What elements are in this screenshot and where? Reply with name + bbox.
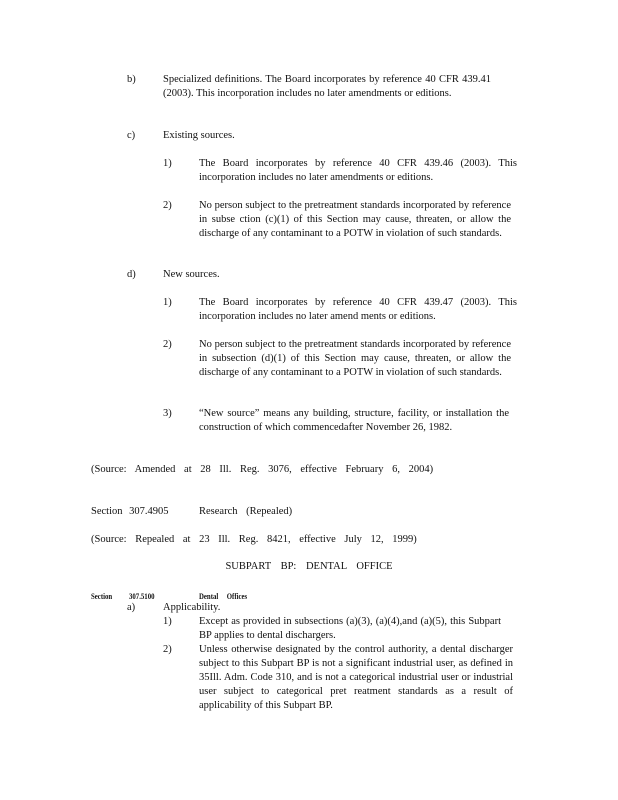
item-d-label: d) [127, 269, 136, 280]
item-d1-text: The Board incorporates by reference 40 CFR 439.47 (2003). This incorporation includes no later amend ments or editions. [199, 297, 517, 322]
item-c-heading: Existing sources. [163, 130, 235, 141]
section-5100-title: Dental Offices [199, 592, 248, 601]
item-b-text: Specialized definitions. The Board incorporates by reference 40 CFR 439.41 (2003). This incorporation includes no later amendments or editions. [163, 74, 491, 99]
item-b-label: b) [127, 74, 136, 85]
item-c1-text: The Board incorporates by reference 40 CFR 439.46 (2003). This incorporation includes no later amendments or editions. [199, 158, 517, 183]
item-d1-number: 1) [163, 297, 172, 308]
item-a2-text: Unless otherwise designated by the control authority, a dental discharger subject to this Subpart BP is not a significant industrial user, as defined in 35Ill. Adm. Code 310, and is not a categorical industrial user or industrial user subject to categorical pret reatment standards as a result of applicability of this Subpart BP. [199, 644, 513, 711]
item-d3-text: “New source” means any building, structure, facility, or installation the construction of which commencedafter November 26, 1982. [199, 408, 509, 433]
section-4905-title: Research (Repealed) [199, 506, 293, 517]
item-d-heading: New sources. [163, 269, 220, 280]
item-d3-number: 3) [163, 408, 172, 419]
item-c1-number: 1) [163, 158, 172, 169]
item-d2-text: No person subject to the pretreatment standards incorporated by reference in subsection (d)(1) of this Section may cause, threaten, or allow the discharge of any contaminant to a POTW in violation of such standards. [199, 339, 511, 378]
section-4905-number: Section 307.4905 [91, 506, 169, 517]
item-a-label: a) [127, 602, 136, 613]
source-note-repealed: (Source: Repealed at 23 Ill. Reg. 8421, effective July 12, 1999) [91, 534, 417, 545]
item-a-heading: Applicability. [163, 602, 221, 613]
item-a1-number: 1) [163, 616, 172, 627]
item-c2-number: 2) [163, 200, 172, 211]
item-a2-number: 2) [163, 644, 172, 655]
section-5100-word: Section [91, 592, 113, 601]
item-c-label: c) [127, 130, 136, 141]
item-a1-text: Except as provided in subsections (a)(3), (a)(4),and (a)(5), this Subpart BP applies to dental dischargers. [199, 616, 501, 641]
source-note-amended: (Source: Amended at 28 Ill. Reg. 3076, effective February 6, 2004) [91, 464, 434, 475]
item-c2-text: No person subject to the pretreatment standards incorporated by reference in subse ction (c)(1) of this Section may cause, threaten, or allow the discharge of any contaminant to a POTW in violation of such standards. [199, 200, 511, 239]
section-5100-number: 307.5100 [129, 592, 155, 601]
item-d2-number: 2) [163, 339, 172, 350]
subpart-heading: SUBPART BP: DENTAL OFFICE [225, 561, 393, 572]
